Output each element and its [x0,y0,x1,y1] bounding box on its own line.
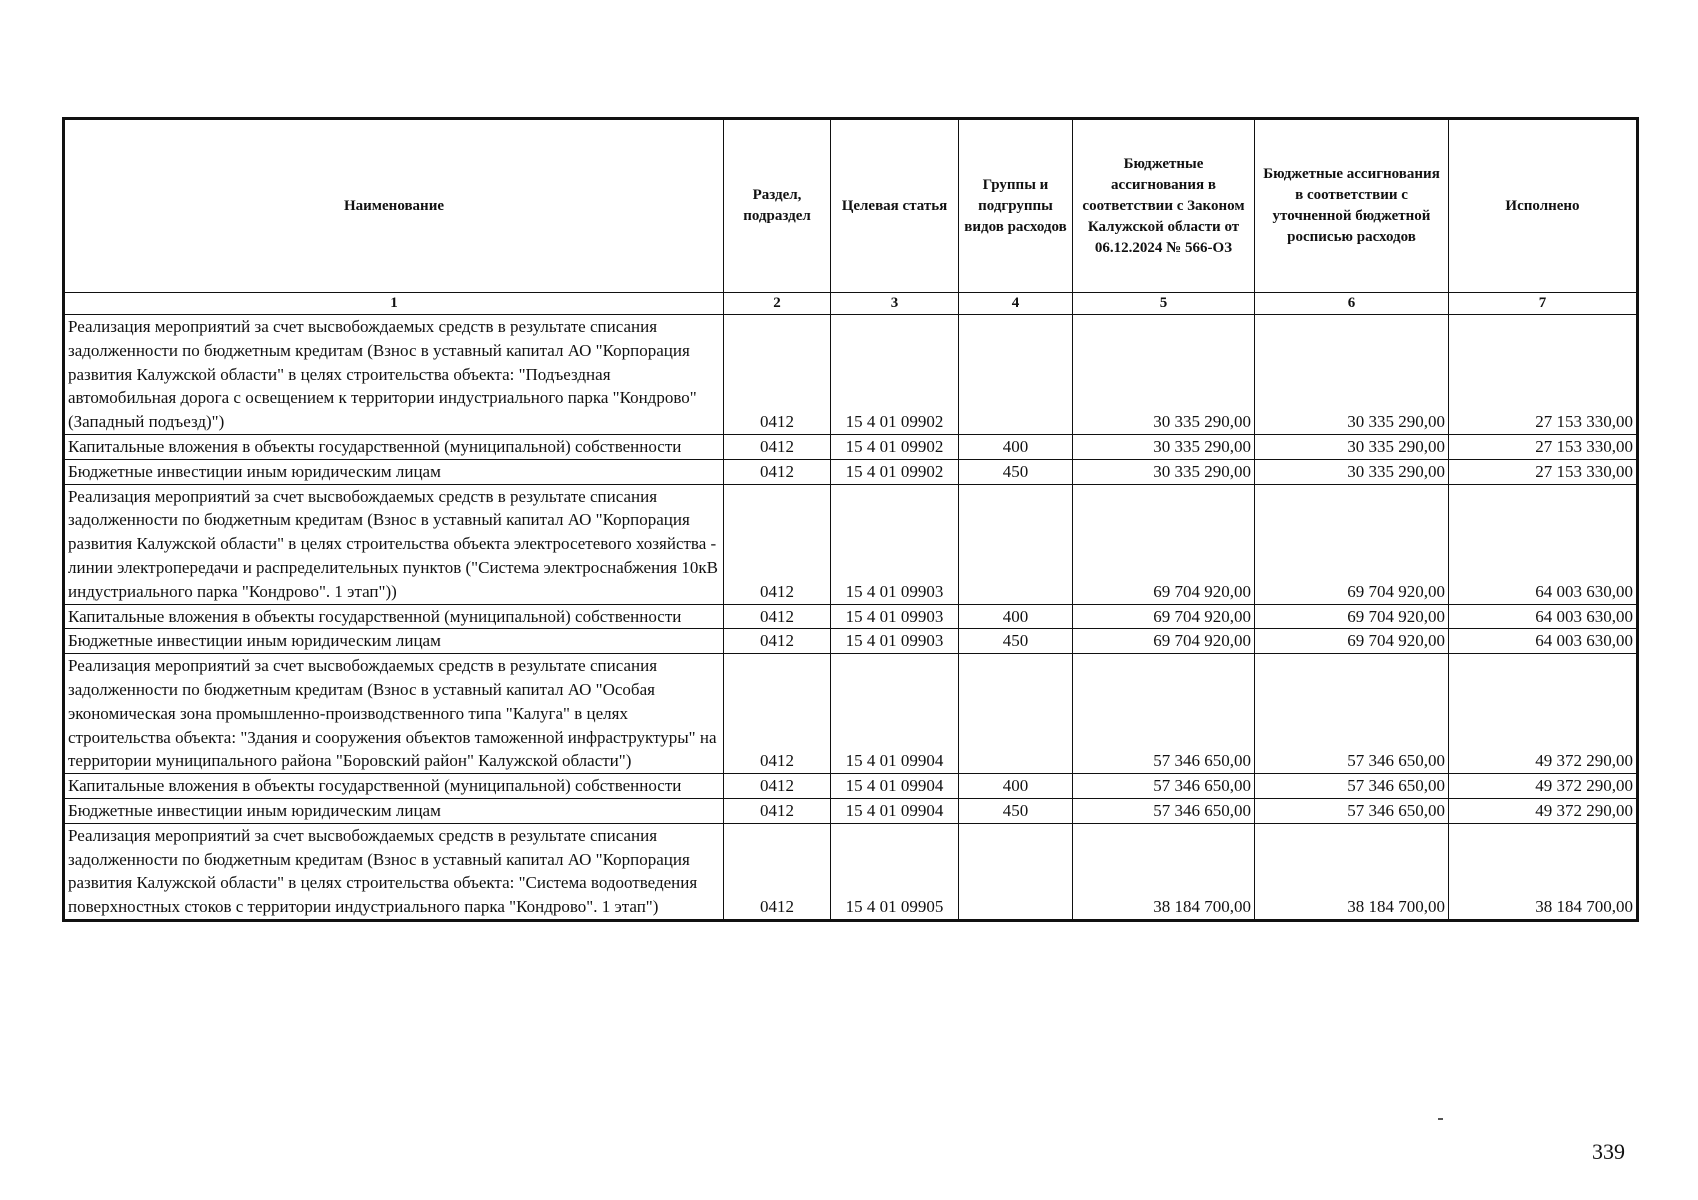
column-number: 5 [1073,293,1255,315]
table-row [64,823,1638,920]
row-group: 400 [959,604,1073,629]
row-section: 0412 [724,774,831,799]
header-section: Раздел, подраздел [724,119,831,293]
row-refined-amount: 30 335 290,00 [1255,434,1449,459]
row-refined-amount: 69 704 920,00 [1255,484,1449,604]
row-law-amount: 69 704 920,00 [1073,604,1255,629]
row-section: 0412 [724,604,831,629]
header-name: Наименование [64,119,724,293]
row-law-amount: 69 704 920,00 [1073,629,1255,654]
row-executed-amount: 27 153 330,00 [1449,315,1638,435]
row-section: 0412 [724,459,831,484]
row-target: 15 4 01 09905 [831,823,959,920]
row-executed-amount: 27 153 330,00 [1449,434,1638,459]
row-name: Реализация мероприятий за счет высвобождаемых средств в результате списания задолженности по бюджетным кредитам (Взнос в уставный капитал АО "Корпорация развития Калужской области" в целях строительства объекта: "Подъездная автомобильная дорога с освещением к территории индустриального парка "Кондрово" (Западный подъезд)") [64,315,724,435]
row-executed-amount: 38 184 700,00 [1449,823,1638,920]
row-group: 450 [959,629,1073,654]
row-law-amount: 57 346 650,00 [1073,798,1255,823]
row-law-amount: 30 335 290,00 [1073,434,1255,459]
row-executed-amount: 64 003 630,00 [1449,604,1638,629]
row-executed-amount: 64 003 630,00 [1449,629,1638,654]
row-group [959,484,1073,604]
scan-artifact-mark [1438,1118,1443,1120]
row-section: 0412 [724,629,831,654]
column-number: 3 [831,293,959,315]
row-refined-amount: 57 346 650,00 [1255,798,1449,823]
row-name: Бюджетные инвестиции иным юридическим лицам [64,798,724,823]
header-expense-groups: Группы и подгруппы видов расходов [959,119,1073,293]
header-row [64,119,1638,293]
row-target: 15 4 01 09904 [831,654,959,774]
row-target: 15 4 01 09903 [831,629,959,654]
row-name: Капитальные вложения в объекты государственной (муниципальной) собственности [64,774,724,799]
row-refined-amount: 69 704 920,00 [1255,604,1449,629]
row-executed-amount: 64 003 630,00 [1449,484,1638,604]
row-name: Капитальные вложения в объекты государственной (муниципальной) собственности [64,604,724,629]
row-group: 400 [959,434,1073,459]
row-group [959,654,1073,774]
row-executed-amount: 49 372 290,00 [1449,798,1638,823]
table-row [64,484,1638,604]
row-target: 15 4 01 09903 [831,484,959,604]
row-target: 15 4 01 09904 [831,774,959,799]
header-law-allocations: Бюджетные ассигнования в соответствии с Законом Калужской области от 06.12.2024 № 566-ОЗ [1073,119,1255,293]
row-law-amount: 69 704 920,00 [1073,484,1255,604]
row-group: 450 [959,798,1073,823]
row-law-amount: 30 335 290,00 [1073,315,1255,435]
table-row [64,654,1638,774]
row-refined-amount: 57 346 650,00 [1255,654,1449,774]
table-row [64,604,1638,629]
column-number: 1 [64,293,724,315]
row-refined-amount: 69 704 920,00 [1255,629,1449,654]
table-row [64,434,1638,459]
row-target: 15 4 01 09902 [831,315,959,435]
row-group [959,315,1073,435]
row-target: 15 4 01 09903 [831,604,959,629]
row-section: 0412 [724,798,831,823]
table-row [64,774,1638,799]
row-section: 0412 [724,823,831,920]
column-number-row [64,293,1638,315]
budget-table [62,117,1639,922]
row-section: 0412 [724,434,831,459]
row-name: Бюджетные инвестиции иным юридическим лицам [64,629,724,654]
row-refined-amount: 30 335 290,00 [1255,459,1449,484]
page-number: 339 [1592,1139,1625,1164]
row-target: 15 4 01 09904 [831,798,959,823]
table-row [64,629,1638,654]
table-row [64,459,1638,484]
row-group [959,823,1073,920]
row-group: 450 [959,459,1073,484]
row-executed-amount: 49 372 290,00 [1449,654,1638,774]
row-section: 0412 [724,654,831,774]
row-refined-amount: 57 346 650,00 [1255,774,1449,799]
row-executed-amount: 49 372 290,00 [1449,774,1638,799]
row-name: Реализация мероприятий за счет высвобождаемых средств в результате списания задолженности по бюджетным кредитам (Взнос в уставный капитал АО "Корпорация развития Калужской области" в целях строительства объекта электросетевого хозяйства - линии электропередачи и распределительных пунктов ("Система электроснабжения 10кВ индустриального парка "Кондрово". 1 этап")) [64,484,724,604]
row-name: Капитальные вложения в объекты государственной (муниципальной) собственности [64,434,724,459]
column-number: 4 [959,293,1073,315]
row-group: 400 [959,774,1073,799]
row-name: Реализация мероприятий за счет высвобождаемых средств в результате списания задолженности по бюджетным кредитам (Взнос в уставный капитал АО "Корпорация развития Калужской области" в целях строительства объекта: "Система водоотведения поверхностных стоков с территории индустриального парка "Кондрово". 1 этап") [64,823,724,920]
row-section: 0412 [724,484,831,604]
column-number: 7 [1449,293,1638,315]
row-law-amount: 57 346 650,00 [1073,774,1255,799]
header-executed: Исполнено [1449,119,1638,293]
row-executed-amount: 27 153 330,00 [1449,459,1638,484]
table-row [64,798,1638,823]
row-section: 0412 [724,315,831,435]
column-number: 2 [724,293,831,315]
row-law-amount: 57 346 650,00 [1073,654,1255,774]
row-law-amount: 30 335 290,00 [1073,459,1255,484]
row-refined-amount: 38 184 700,00 [1255,823,1449,920]
row-target: 15 4 01 09902 [831,459,959,484]
table-row [64,315,1638,435]
header-target-article: Целевая статья [831,119,959,293]
row-name: Реализация мероприятий за счет высвобождаемых средств в результате списания задолженности по бюджетным кредитам (Взнос в уставный капитал АО "Особая экономическая зона промышленно-производственного типа "Калуга" в целях строительства объекта: "Здания и сооружения объектов таможенной инфраструктуры" на территории муниципального района "Боровский район" Калужской области") [64,654,724,774]
row-refined-amount: 30 335 290,00 [1255,315,1449,435]
column-number: 6 [1255,293,1449,315]
row-target: 15 4 01 09902 [831,434,959,459]
row-law-amount: 38 184 700,00 [1073,823,1255,920]
header-refined-allocations: Бюджетные ассигнования в соответствии с уточненной бюджетной росписью расходов [1255,119,1449,293]
row-name: Бюджетные инвестиции иным юридическим лицам [64,459,724,484]
